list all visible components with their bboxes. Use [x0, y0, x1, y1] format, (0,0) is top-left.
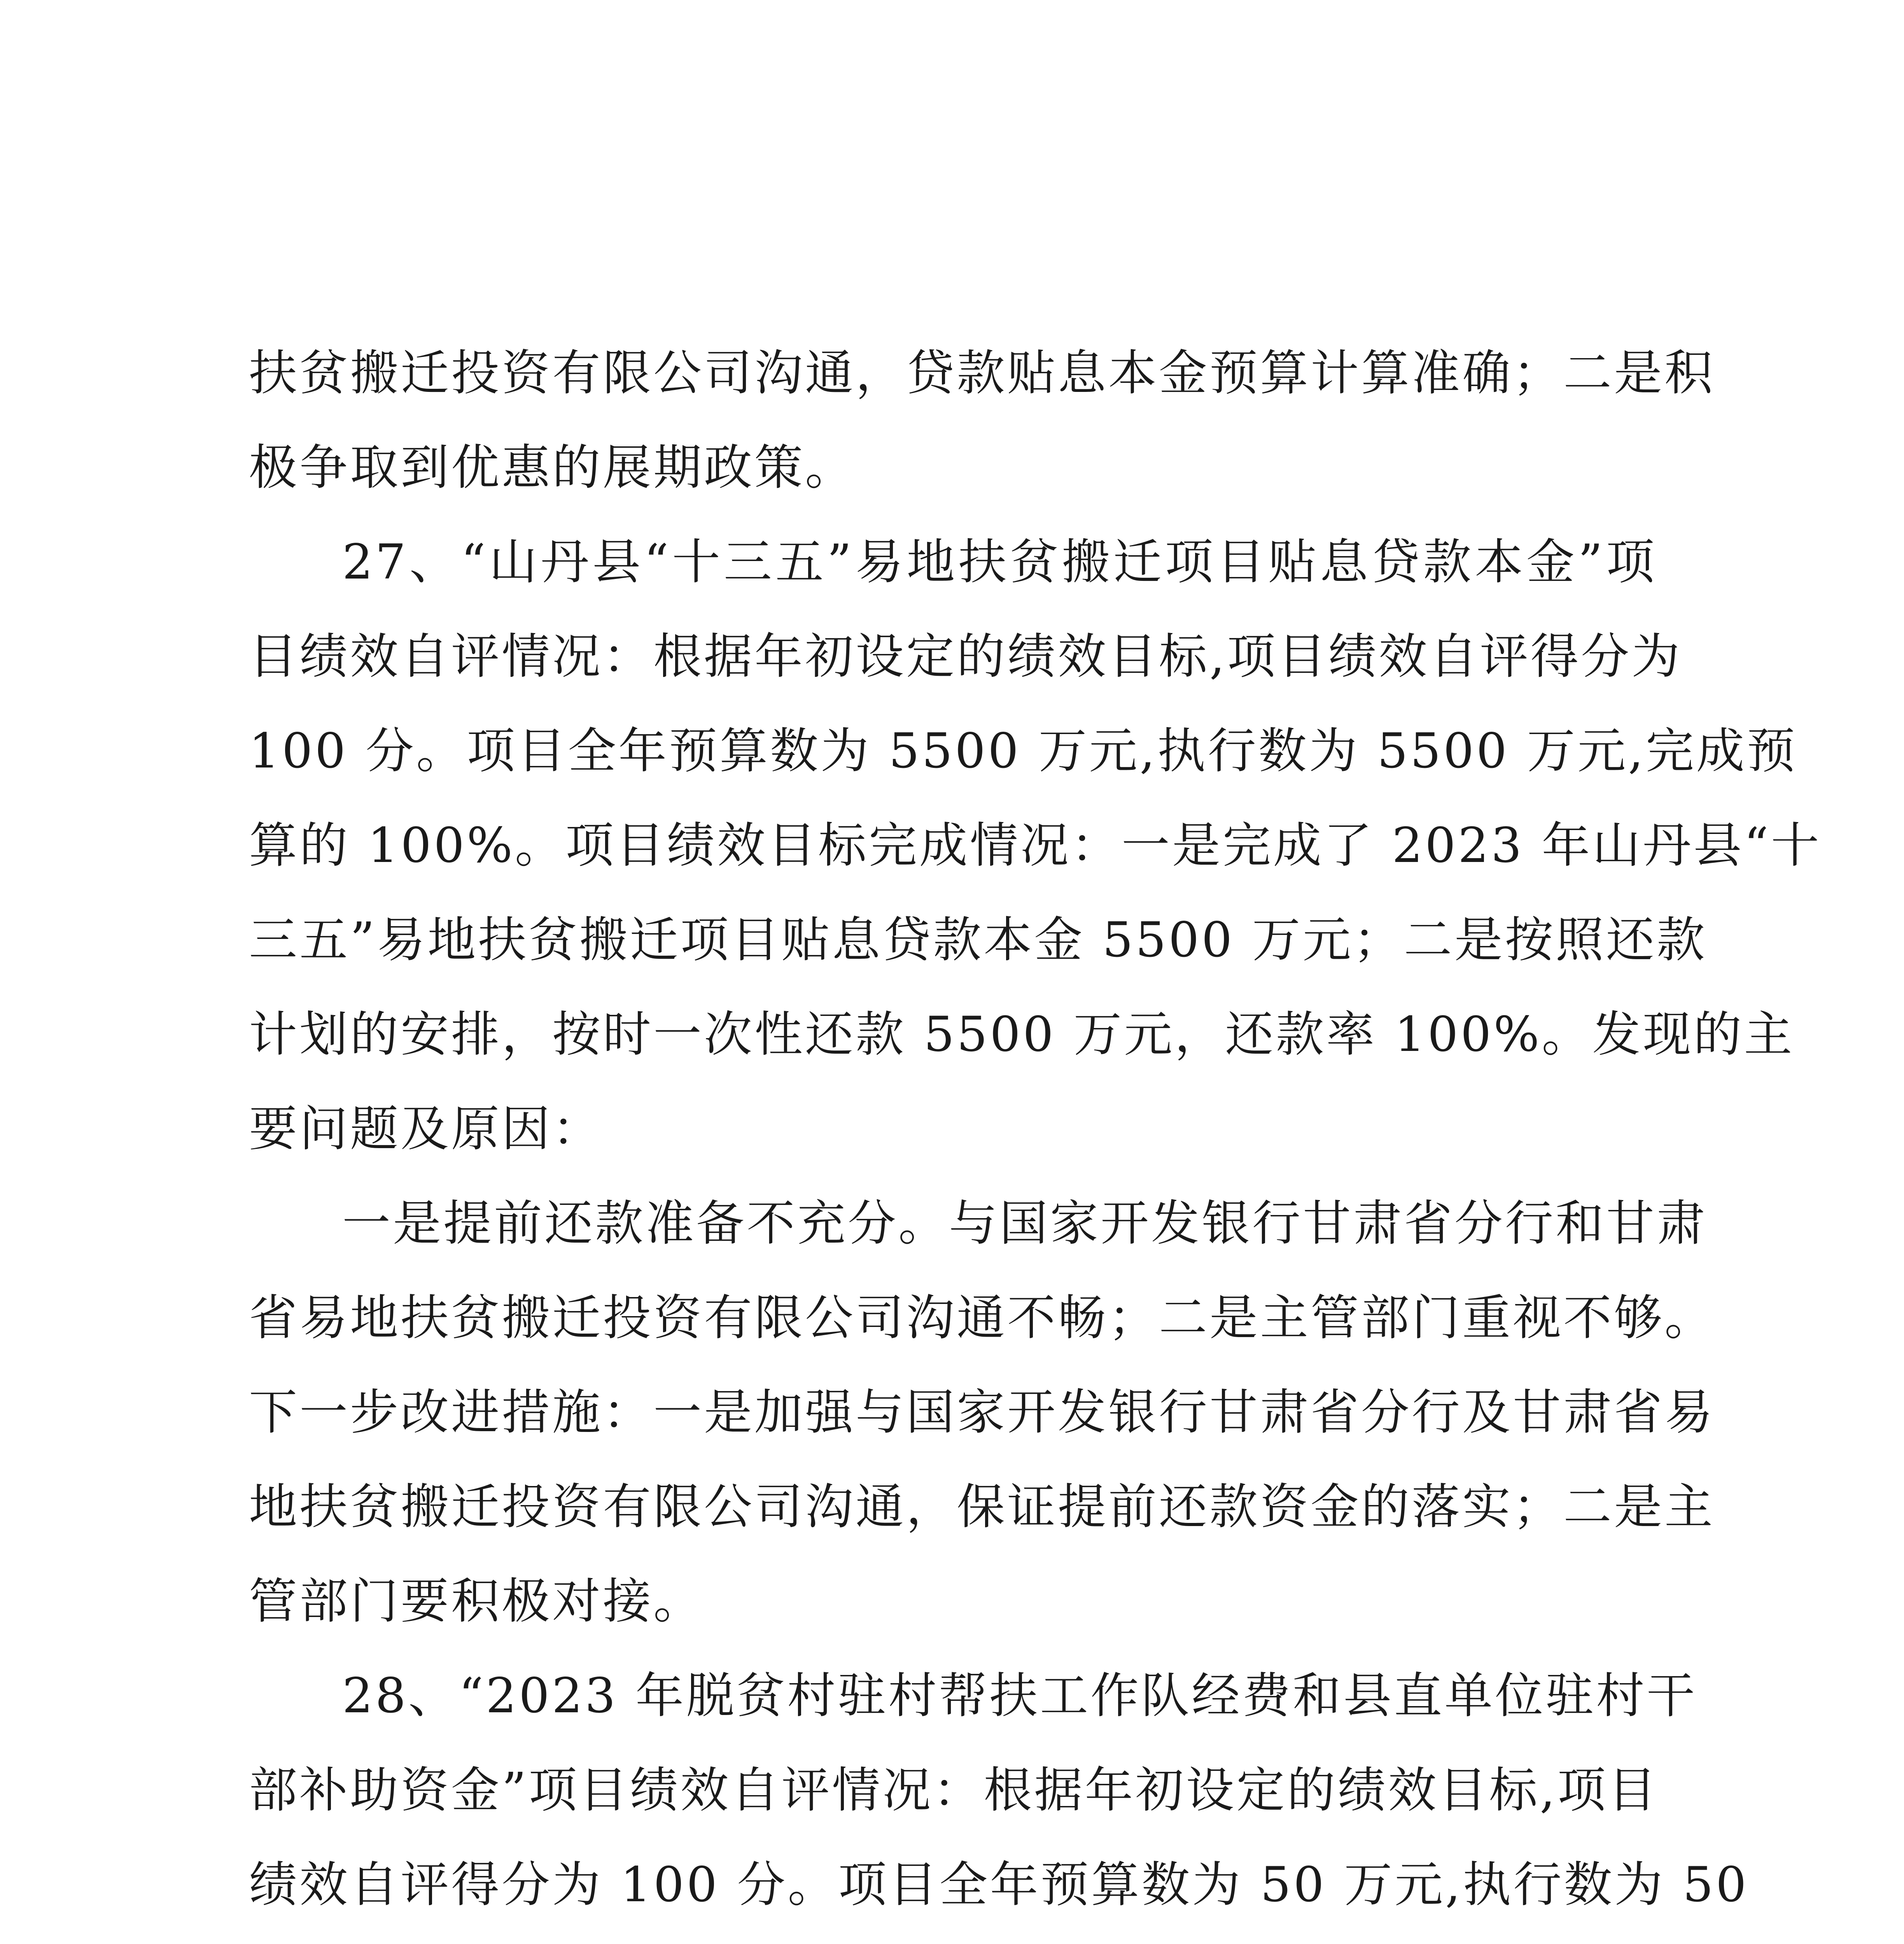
text-line-12: 下一步改进措施：一是加强与国家开发银行甘肃省分行及甘肃省易 [249, 1385, 1715, 1441]
text-line-16: 部补助资金”项目绩效自评情况：根据年初设定的绩效目标,项目 [249, 1762, 1659, 1818]
text-line-6: 算的 100%。项目绩效目标完成情况：一是完成了 2023 年山丹县“十 [249, 818, 1822, 874]
text-line-3: 27、“山丹县“十三五”易地扶贫搬迁项目贴息贷款本金”项 [342, 534, 1657, 590]
text-line-5: 100 分。项目全年预算数为 5500 万元,执行数为 5500 万元,完成预 [249, 723, 1797, 779]
text-line-15: 28、“2023 年脱贫村驻村帮扶工作队经费和县直单位驻村干 [342, 1668, 1698, 1724]
text-line-2: 极争取到优惠的展期政策。 [249, 440, 856, 496]
text-line-9: 要问题及原因： [249, 1101, 603, 1157]
text-line-4: 目绩效自评情况：根据年初设定的绩效目标,项目绩效自评得分为 [249, 629, 1682, 685]
text-line-10: 一是提前还款准备不充分。与国家开发银行甘肃省分行和甘肃 [342, 1196, 1708, 1252]
text-line-13: 地扶贫搬迁投资有限公司沟通，保证提前还款资金的落实；二是主 [249, 1479, 1715, 1535]
text-line-17: 绩效自评得分为 100 分。项目全年预算数为 50 万元,执行数为 50 [249, 1857, 1749, 1913]
text-line-11: 省易地扶贫搬迁投资有限公司沟通不畅；二是主管部门重视不够。 [249, 1290, 1715, 1346]
text-line-8: 计划的安排，按时一次性还款 5500 万元，还款率 100%。发现的主 [249, 1007, 1795, 1063]
text-line-14: 管部门要积极对接。 [249, 1573, 704, 1629]
text-line-7: 三五”易地扶贫搬迁项目贴息贷款本金 5500 万元；二是按照还款 [249, 912, 1707, 968]
text-line-1: 扶贫搬迁投资有限公司沟通，贷款贴息本金预算计算准确；二是积 [249, 345, 1715, 401]
